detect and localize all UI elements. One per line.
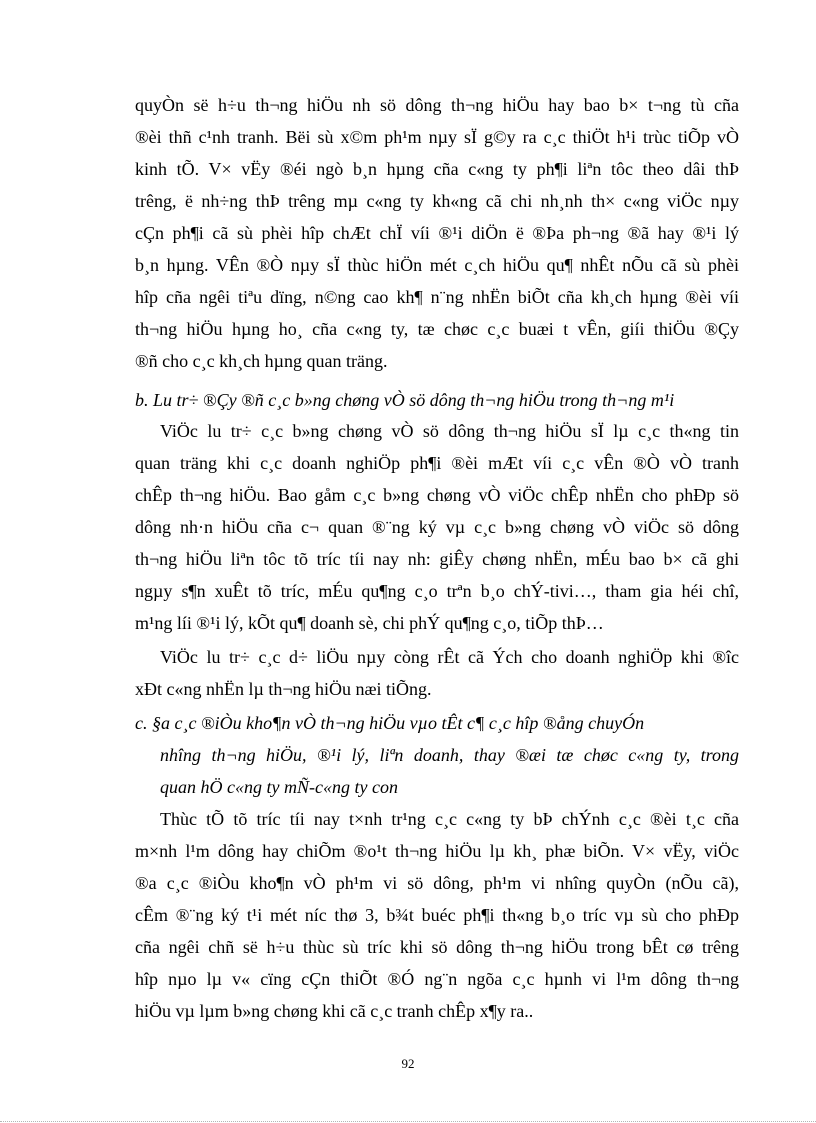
text-line: th¬ng hiÖu liªn tôc tõ tríc tíi nay nh: giÊy chøng nhËn, mÉu bao b× cã ghi bbox=[135, 549, 739, 569]
text-line: m×nh l¹m dông hay chiÕm ®o¹t th¬ng hiÖu lµ kh¸ phæ biÕn. V× vËy, viÖc bbox=[135, 841, 739, 861]
text-line: ®ñ cho c¸c kh¸ch hµng quan träng. bbox=[135, 351, 388, 371]
text-line: ®èi thñ c¹nh tranh. Bëi sù x©m ph¹m nµy sÏ g©y ra c¸c thiÖt h¹i trùc tiÕp vÒ bbox=[135, 127, 739, 147]
text-line: dông nh·n hiÖu cña c¬ quan ®¨ng ký vµ c¸c b»ng chøng vÒ viÖc sö dông bbox=[135, 517, 739, 537]
text-line: cña ngêi chñ së h÷u thùc sù tríc khi sö dông th¬ng hiÖu trong bÊt cø trêng bbox=[135, 937, 739, 957]
text-line: Thùc tÕ tõ tríc tíi nay t×nh tr¹ng c¸c c«ng ty bÞ chÝnh c¸c ®èi t¸c cña bbox=[160, 809, 739, 829]
text-line: th¬ng hiÖu hµng ho¸ cña c«ng ty, tæ chøc c¸c buæi t vÊn, giíi thiÖu ®Çy bbox=[135, 319, 739, 339]
text-line: b¸n hµng. VÊn ®Ò nµy sÏ thùc hiÖn mét c¸ch hiÖu qu¶ nhÊt nÕu cã sù phèi bbox=[135, 255, 739, 275]
text-line: quan träng khi c¸c doanh nghiÖp ph¶i ®èi mÆt víi c¸c vÊn ®Ò vÒ tranh bbox=[135, 453, 739, 473]
section-heading-c: c. §a c¸c ®iÒu kho¶n vÒ th¬ng hiÖu vµo tÊt c¶ c¸c hîp ®ång chuyÓn bbox=[135, 713, 645, 733]
text-line: xÐt c«ng nhËn lµ th¬ng hiÖu næi tiÕng. bbox=[135, 679, 432, 699]
text-line: trêng, ë nh÷ng thÞ trêng mµ c«ng ty kh«ng cã chi nh¸nh th× c«ng viÖc nµy bbox=[135, 191, 739, 211]
text-line: quyÒn së h÷u th¬ng hiÖu nh sö dông th¬ng hiÖu hay bao b× t¬ng tù cña bbox=[135, 95, 739, 115]
page-number: 92 bbox=[401, 1056, 415, 1071]
text-line: chÊp th¬ng hiÖu. Bao gåm c¸c b»ng chøng vÒ viÖc chÊp nhËn cho phÐp sö bbox=[135, 485, 739, 505]
text-line: ViÖc lu tr÷ c¸c d÷ liÖu nµy còng rÊt cã Ých cho doanh nghiÖp khi ®îc bbox=[160, 647, 739, 667]
text-line: cÊm ®¨ng ký t¹i mét níc thø 3, b¾t buéc ph¶i th«ng b¸o tríc vµ sù cho phÐp bbox=[135, 905, 739, 925]
text-line: hîp cña ngêi tiªu dïng, n©ng cao kh¶ n¨ng nhËn biÕt cña kh¸ch hµng ®èi víi bbox=[135, 287, 739, 307]
section-heading-c-continued: quan hÖ c«ng ty mÑ-c«ng ty con bbox=[160, 777, 398, 797]
text-line: cÇn ph¶i cã sù phèi hîp chÆt chÏ víi ®¹i diÖn ë ®Þa ph¬ng ®ã hay ®¹i lý bbox=[135, 223, 739, 243]
text-line: ngµy s¶n xuÊt tõ tríc, mÉu qu¶ng c¸o trªn b¸o chÝ-tivi…, tham gia héi chî, bbox=[135, 581, 739, 601]
section-heading-c-continued: nhîng th¬ng hiÖu, ®¹i lý, liªn doanh, thay ®æi tæ chøc c«ng ty, trong bbox=[160, 745, 739, 765]
text-line: m¹ng líi ®¹i lý, kÕt qu¶ doanh sè, chi phÝ qu¶ng c¸o, tiÕp thÞ… bbox=[135, 613, 604, 633]
text-line: kinh tÕ. V× vËy ®éi ngò b¸n hµng cña c«ng ty ph¶i liªn tôc theo dâi thÞ bbox=[135, 159, 739, 179]
text-line: ViÖc lu tr÷ c¸c b»ng chøng vÒ sö dông th¬ng hiÖu sÏ lµ c¸c th«ng tin bbox=[160, 421, 739, 441]
text-line: ®a c¸c ®iÒu kho¶n vÒ ph¹m vi sö dông, ph¹m vi nhîng quyÒn (nÕu cã), bbox=[135, 873, 739, 893]
section-heading-b: b. Lu tr÷ ®Çy ®ñ c¸c b»ng chøng vÒ sö dông th¬ng hiÖu trong th¬ng m¹i bbox=[135, 390, 675, 410]
text-line: hiÖu vµ lµm b»ng chøng khi cã c¸c tranh chÊp x¶y ra.. bbox=[135, 1001, 534, 1021]
text-line: hîp nµo lµ v« cïng cÇn thiÕt ®Ó ng¨n ngõa c¸c hµnh vi l¹m dông th¬ng bbox=[135, 969, 739, 989]
page-bottom-divider bbox=[0, 1121, 816, 1122]
